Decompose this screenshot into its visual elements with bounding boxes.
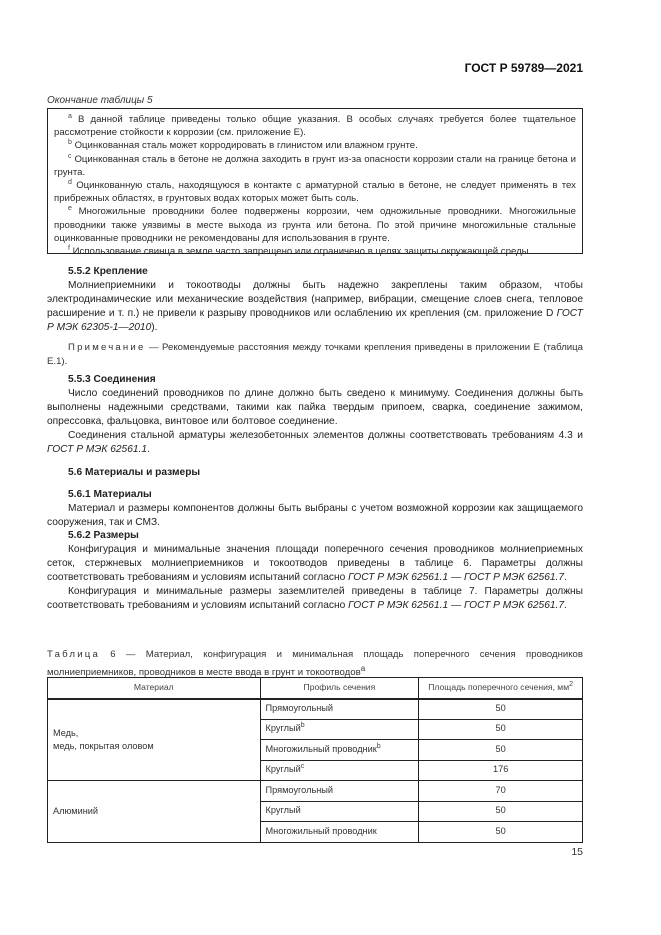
area-cell: 50 xyxy=(419,740,583,761)
profile-cell xyxy=(260,719,419,740)
profile-cell xyxy=(260,760,419,781)
note-block xyxy=(47,341,583,369)
standard-reference: ГОСТ Р МЭК 62305-1—2010 xyxy=(47,308,583,333)
profile-text: Многожильный проводник xyxy=(265,743,377,754)
material-name: Медь, xyxy=(53,728,79,739)
paragraph-text: Молниеприемники и токоотводы должны быть надежно закреплены таким образом, чтобы электродинамические или механические воздействия (например, вибрации, смещение слоев снега, тепловое расширение и т. п.) не привели к разрыву проводников или ослаблению их крепления (см. приложение D xyxy=(47,280,583,319)
section-5-5-3 xyxy=(47,373,583,457)
profile-text: Прямоугольный xyxy=(265,703,334,714)
paragraph-text: . xyxy=(564,600,567,611)
table6-caption xyxy=(47,648,583,679)
footnote-text: Оцинкованная сталь может корродировать в глинистом или влажном грунте. xyxy=(74,140,418,152)
footnote-mark: e xyxy=(68,205,72,213)
table-label: Таблица xyxy=(47,649,101,660)
paragraph-text: Соединения стальной арматуры железобетонных элементов должны соответствовать требованиям 4.3 и xyxy=(68,430,583,441)
note-label: Примечание xyxy=(68,342,146,353)
paragraph xyxy=(47,429,583,457)
document-code-header: ГОСТ Р 59789—2021 xyxy=(464,61,583,75)
footnote-mark: f xyxy=(68,244,70,252)
footnote-mark: b xyxy=(300,722,305,730)
footnote-e xyxy=(54,205,576,245)
section-heading: 5.6.2 Размеры xyxy=(68,530,139,541)
paragraph-text: Конфигурация и минимальные размеры заземлителей приведены в таблице 7. Параметры должны соответствовать требованиям и условиям испытаний согласно xyxy=(47,586,583,611)
section-heading: 5.6.1 Материалы xyxy=(68,489,152,500)
profile-text: Прямоугольный xyxy=(265,784,334,795)
paragraph-text: ). xyxy=(151,322,158,333)
note-text: — Рекомендуемые расстояния между точками крепления приведены в приложении Е (таблица Е.1). xyxy=(47,342,583,367)
area-cell: 176 xyxy=(419,760,583,781)
footnote-text: В данной таблице приведены только общие указания. В особых случаях требуется более тщательное рассмотрение стойкости к коррозии (см. приложение Е). xyxy=(54,114,576,139)
column-header-profile: Профиль сечения xyxy=(260,678,419,699)
page-number: 15 xyxy=(571,846,583,858)
section-5-6-2 xyxy=(47,529,583,613)
footnote-d xyxy=(54,179,576,205)
paragraph-text: . xyxy=(564,572,567,583)
footnote-mark: a xyxy=(68,112,72,120)
table6 xyxy=(47,677,583,843)
paragraph-text: Конфигурация и минимальные значения площади поперечного сечения проводников молниеприемных сеток, стержневых молниеприемников и токоотводов приведены в таблице 6. Параметры должны соответствовать требованиям и условиям испытаний согласно xyxy=(47,544,583,583)
material-name: медь, покрытая оловом xyxy=(53,740,154,751)
profile-cell xyxy=(260,699,419,720)
profile-cell xyxy=(260,740,419,761)
footnote-mark: c xyxy=(300,763,305,771)
unit-superscript: 2 xyxy=(569,681,574,689)
table-header-row xyxy=(48,678,583,699)
standard-reference: ГОСТ Р МЭК 62561.1 — ГОСТ Р МЭК 62561.7 xyxy=(348,600,565,611)
section-heading: 5.5.2 Крепление xyxy=(68,266,148,277)
area-cell: 70 xyxy=(419,781,583,802)
material-name: Алюминий xyxy=(53,806,99,816)
section-heading: 5.5.3 Соединения xyxy=(68,374,156,385)
footnote-mark: b xyxy=(376,742,381,750)
footnote-text: Многожильные проводники более подвержены коррозии, чем одножильные проводники. Многожильные проводники также уязвимы в месте выхода из грунта или бетона. По этой причине многожильные стальные оцинкованные проводники не рекомендованы для использования в грунте. xyxy=(54,206,576,244)
paragraph xyxy=(47,279,583,335)
footnote-text: Оцинкованную сталь, находящуюся в контакте с арматурной сталью в бетоне, не следует применять в тех прибрежных областях, в грунтовых водах которых может быть соль. xyxy=(54,180,576,205)
area-cell: 50 xyxy=(419,719,583,740)
footnote-mark: b xyxy=(68,139,72,147)
material-cell xyxy=(48,699,261,781)
paragraph-text: . xyxy=(147,444,150,455)
area-cell: 50 xyxy=(419,822,583,843)
profile-text: Круглый xyxy=(265,723,301,734)
section-5-5-2 xyxy=(47,265,583,335)
table-caption-text: 6 — Материал, конфигурация и минимальная площадь поперечного сечения проводников молниеприемников, проводников в месте ввода в грунт и токоотводов xyxy=(47,649,583,678)
footnote-b xyxy=(54,139,576,152)
table-row xyxy=(48,781,583,802)
material-cell xyxy=(48,781,261,843)
footnote-mark: a xyxy=(360,663,366,673)
column-header-text: Площадь поперечного сечения, мм xyxy=(428,681,570,692)
area-cell: 50 xyxy=(419,801,583,822)
table-continuation-caption: Окончание таблицы 5 xyxy=(47,95,153,106)
footnote-mark: c xyxy=(68,152,72,160)
table5-footnotes-box xyxy=(47,108,583,258)
footnote-mark: d xyxy=(68,178,72,186)
paragraph xyxy=(47,543,583,585)
profile-cell xyxy=(260,801,419,822)
footnote-text: Оцинкованная сталь в бетоне не должна заходить в грунт из-за опасности коррозии стали на границе бетона и грунта. xyxy=(54,153,577,178)
paragraph: Материал и размеры компонентов должны быть выбраны с учетом возможной коррозии как защищаемого сооружения, так и СМЗ. xyxy=(47,503,583,528)
note-paragraph xyxy=(47,341,583,369)
section-heading: 5.6 Материалы и размеры xyxy=(68,467,201,478)
profile-text: Многожильный проводник xyxy=(265,825,377,836)
section-5-6-1 xyxy=(47,488,583,530)
profile-cell xyxy=(260,822,419,843)
standard-reference: ГОСТ Р МЭК 62561.1 xyxy=(47,444,148,455)
profile-text: Круглый xyxy=(265,764,301,775)
section-5-6 xyxy=(47,466,583,480)
footnote-text: Использование свинца в земле часто запрещено или ограничено в целях защиты окружающей среды. xyxy=(72,246,532,258)
profile-cell xyxy=(260,781,419,802)
column-header-area xyxy=(419,678,583,699)
footnote-a xyxy=(54,113,576,139)
paragraph xyxy=(47,585,583,613)
paragraph: Число соединений проводников по длине должно быть сведено к минимуму. Соединения должны быть выполнены надежными средствами, такими как пайка твердым припоем, сварка, соединение зажимом, опрессовка, фальцовка, винтовое или болтовое соединение. xyxy=(47,388,583,427)
table-row xyxy=(48,699,583,720)
footnote-f xyxy=(54,245,576,258)
profile-text: Круглый xyxy=(265,805,301,816)
column-header-material: Материал xyxy=(48,678,261,699)
standard-reference: ГОСТ Р МЭК 62561.1 — ГОСТ Р МЭК 62561.7 xyxy=(348,572,565,583)
area-cell: 50 xyxy=(419,699,583,720)
footnote-c xyxy=(54,153,576,179)
